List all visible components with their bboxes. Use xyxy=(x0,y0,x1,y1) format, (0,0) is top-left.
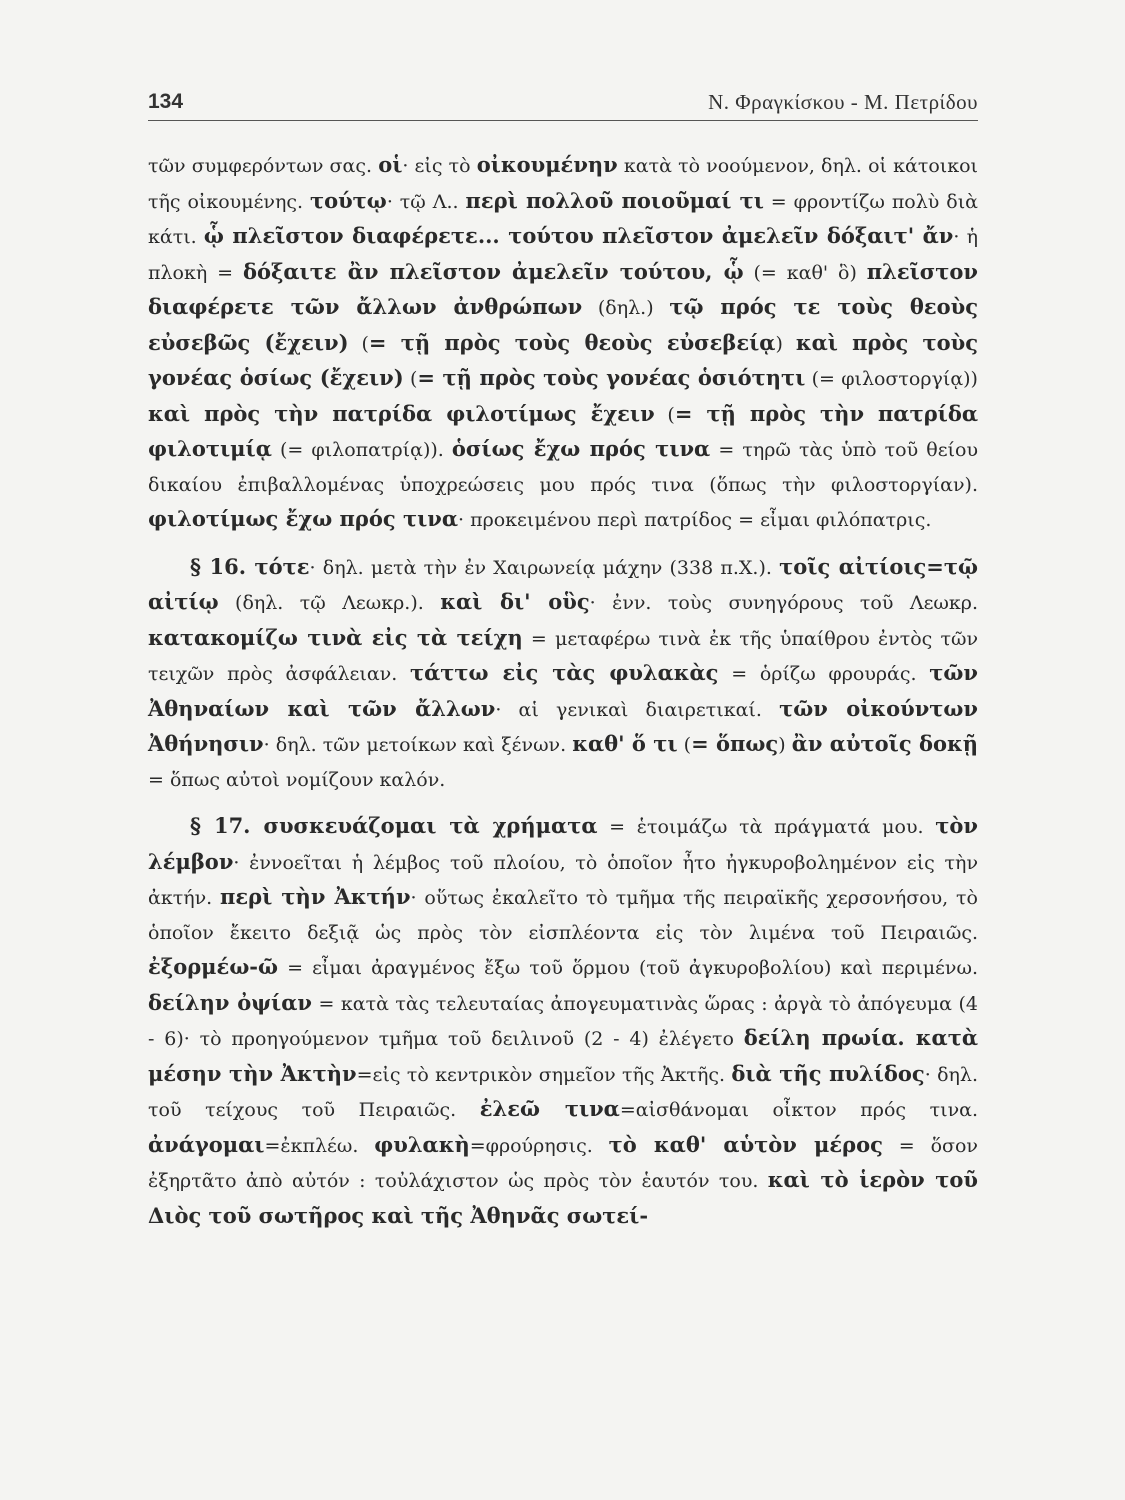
gloss-text: · εἰς τὸ xyxy=(402,155,477,177)
lemma-term: τοῖς αἰτίοις=τῷ αἰτίῳ xyxy=(148,553,979,614)
lemma-term: ἂν αὐτοῖς δοκῇ xyxy=(791,731,978,756)
gloss-text: · δηλ. τοῦ τείχους τοῦ Πειραιῶς. xyxy=(148,1063,978,1121)
gloss-text: ( xyxy=(677,734,692,756)
lemma-term: δόξαιτε ἂν πλεῖστον ἀμελεῖν τούτου, ᾧ xyxy=(242,258,744,284)
gloss-text: (= φιλοστοργίᾳ)) xyxy=(805,368,978,390)
lemma-term: δείλη πρωία. κατὰ μέσην τὴν Ἀκτὴν xyxy=(148,1025,978,1086)
commentary-paragraph xyxy=(148,148,978,538)
lemma-term: διὰ τῆς πυλίδος xyxy=(731,1060,925,1086)
commentary-text xyxy=(148,148,978,1234)
gloss-text: · αἱ γενικαὶ διαιρετικαί. xyxy=(495,698,780,721)
lemma-term: καθ' ὅ τι xyxy=(572,731,678,756)
gloss-text: =φρούρησις. xyxy=(469,1134,609,1157)
gloss-text: = μεταφέρω τινὰ ἐκ τῆς ὑπαίθρου ἐντὸς τῶν τειχῶν πρὸς ἀσφάλειαν. xyxy=(148,627,978,685)
lemma-term: οἱ xyxy=(378,152,403,177)
gloss-text: ) xyxy=(775,332,796,355)
lemma-term: περὶ πολλοῦ ποιοῦμαί τι xyxy=(465,187,764,213)
gloss-text: ( xyxy=(654,403,675,426)
gloss-text: (= καθ' ὃ) xyxy=(743,261,867,284)
lemma-term: § 16. xyxy=(190,553,255,579)
gloss-text: = ὅσον ἐξηρτᾶτο ἀπὸ αὐτόν : τοὐλάχιστον ὡς πρὸς τὸν ἑαυτόν του. xyxy=(148,1134,978,1192)
lemma-term: τότε xyxy=(254,553,310,579)
gloss-text: · ἐνν. τοὺς συνηγόρους τοῦ Λεωκρ. xyxy=(589,592,978,614)
lemma-term: συσκευάζομαι τὰ χρήματα xyxy=(263,813,598,838)
lemma-term: = ὅπως xyxy=(691,731,779,756)
gloss-text: ( xyxy=(348,332,369,355)
lemma-term: φιλοτίμως ἔχω πρός τινα xyxy=(148,506,458,531)
lemma-term: ἀνάγομαι xyxy=(148,1131,265,1157)
lemma-term: περὶ τὴν Ἀκτήν xyxy=(220,884,411,909)
gloss-text: · προκειμένου περὶ πατρίδος = εἶμαι φιλόπατρις. xyxy=(458,509,932,531)
lemma-term: § 17. xyxy=(190,813,264,838)
gloss-text: · ἐννοεῖται ἡ λέμβος τοῦ πλοίου, τὸ ὁποῖον ἦτο ἠγκυροβολημένον εἰς τὴν ἀκτήν. xyxy=(148,851,978,909)
lemma-term: οἰκουμένην xyxy=(476,152,618,177)
gloss-text: · δηλ. μετὰ τὴν ἐν Χαιρωνείᾳ μάχην (338 π.Χ.). xyxy=(309,556,780,579)
lemma-term: τῶν Ἀθηναίων καὶ τῶν ἄλλων xyxy=(148,660,978,721)
commentary-paragraph xyxy=(148,809,978,1234)
lemma-term: τάττω εἰς τὰς φυλακὰς xyxy=(409,660,719,685)
gloss-text: · τῷ Λ.. xyxy=(386,190,466,213)
lemma-term: κατακομίζω τινὰ εἰς τὰ τείχη xyxy=(148,624,523,650)
gloss-text: · δηλ. τῶν μετοίκων καὶ ξένων. xyxy=(263,734,573,756)
gloss-text: = εἶμαι ἀραγμένος ἔξω τοῦ ὅρμου (τοῦ ἀγκυροβολίου) καὶ περιμένω. xyxy=(278,957,978,979)
lemma-term: τὸν λέμβον xyxy=(148,813,978,874)
lemma-term: φυλακὴ xyxy=(374,1131,470,1157)
gloss-text: · ἡ πλοκὴ = xyxy=(148,226,978,284)
gloss-text: (δηλ. τῷ Λεωκρ.). xyxy=(218,592,441,614)
lemma-term: τούτῳ xyxy=(309,187,387,213)
lemma-term: ἐξορμέω-ῶ xyxy=(148,954,279,979)
page-header xyxy=(148,86,978,121)
lemma-term: τῷ πρός τε τοὺς θεοὺς εὐσεβῶς (ἔχειν) xyxy=(148,294,978,355)
lemma-term: δείλην ὀψίαν xyxy=(148,989,312,1015)
gloss-text: = τηρῶ τὰς ὑπὸ τοῦ θείου δικαίου ἐπιβαλλομένας ὑποχρεώσεις μου πρός τινα (ὅπως τὴν φιλοστοργίαν). xyxy=(148,439,978,496)
gloss-text: ) xyxy=(778,734,792,756)
gloss-text: = ὁρίζω φρουράς. xyxy=(718,663,930,685)
lemma-term: = τῇ πρὸς τοὺς γονέας ὁσιότητι xyxy=(417,365,806,390)
gloss-text: ( xyxy=(403,368,418,390)
gloss-text: κατὰ τὸ νοούμενον, δηλ. οἱ κάτοικοι τῆς οἰκουμένης. xyxy=(148,155,978,213)
lemma-term: ὁσίως ἔχω πρός τινα xyxy=(451,436,711,461)
gloss-text: =εἰς τὸ κεντρικὸν σημεῖον τῆς Ἀκτῆς. xyxy=(356,1063,732,1086)
lemma-term: καὶ τὸ ἱερὸν τοῦ Διὸς τοῦ σωτῆρος καὶ τῆς Ἀθηνᾶς σωτεί- xyxy=(148,1167,978,1228)
lemma-term: ᾧ πλεῖστον διαφέρετε... τούτου πλεῖστον ἀμελεῖν δόξαιτ' ἄν xyxy=(203,223,954,248)
lemma-term: καὶ πρὸς τὴν πατρίδα φιλοτίμως ἔχειν xyxy=(148,400,655,426)
gloss-text: = φροντίζω πολὺ διὰ κάτι. xyxy=(148,190,978,248)
gloss-text: = ὅπως αὐτοὶ νομίζουν καλόν. xyxy=(148,768,446,791)
gloss-text: = ἑτοιμάζω τὰ πράγματά μου. xyxy=(597,816,936,838)
lemma-term: ἐλεῶ τινα xyxy=(479,1096,620,1121)
lemma-term: καὶ πρὸς τοὺς γονέας ὁσίως (ἔχειν) xyxy=(148,329,979,390)
lemma-term: τὸ καθ' αὑτὸν μέρος xyxy=(608,1131,883,1157)
page-number: 134 xyxy=(148,90,184,113)
gloss-text: =αἰσθάνομαι οἶκτον πρός τινα. xyxy=(619,1099,978,1121)
lemma-term: πλεῖστον διαφέρετε τῶν ἄλλων ἀνθρώπων xyxy=(148,258,978,319)
lemma-term: = τῇ πρὸς τοὺς θεοὺς εὐσεβείᾳ xyxy=(368,329,776,355)
gloss-text: (= φιλοπατρίᾳ)). xyxy=(271,439,452,461)
lemma-term: τῶν οἰκούντων Ἀθήνησιν xyxy=(148,695,978,756)
gloss-text: =ἐκπλέω. xyxy=(264,1134,375,1157)
gloss-text: τῶν συμφερόντων σας. xyxy=(148,155,379,177)
gloss-text: = κατὰ τὰς τελευταίας ἀπογευματινὰς ὥρας : ἀργὰ τὸ ἀπόγευμα (4 - 6)· τὸ προηγούμενον τμῆμα τοῦ δειλινοῦ (2 - 4) ἐλέγετο xyxy=(148,992,979,1050)
gloss-text: (δηλ.) xyxy=(582,297,670,319)
lemma-term: = τῇ πρὸς τὴν πατρίδα φιλοτιμίᾳ xyxy=(148,400,978,461)
gloss-text: · οὕτως ἐκαλεῖτο τὸ τμῆμα τῆς πειραϊκῆς χερσονήσου, τὸ ὁποῖον ἔκειτο δεξιᾷ ὡς πρὸς τὸν εἰσπλέοντα εἰς τὸν λιμένα τοῦ Πειραιῶς. xyxy=(148,887,978,944)
commentary-paragraph xyxy=(148,550,978,798)
running-title: Ν. Φραγκίσκου - Μ. Πετρίδου xyxy=(708,90,978,114)
lemma-term: καὶ δι' οὓς xyxy=(440,589,590,614)
